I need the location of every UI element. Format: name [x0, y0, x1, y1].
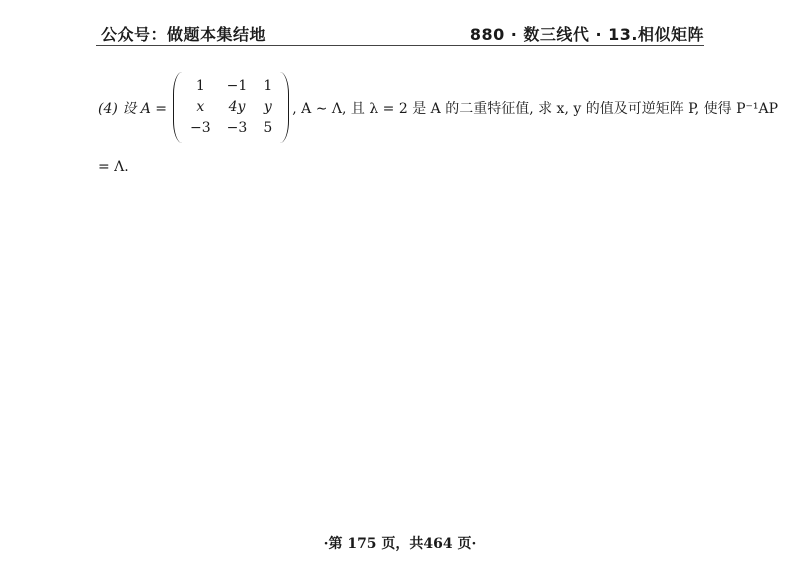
page-footer: ·第 175 页，共464 页· — [323, 536, 477, 552]
matrix-cell: 1 — [263, 78, 273, 94]
matrix-row — [182, 97, 280, 118]
matrix-cell: y — [263, 99, 272, 115]
matrix-cell: −3 — [190, 120, 211, 136]
header-divider — [96, 45, 704, 46]
problem-suffix: , A ∼ Λ, 且 λ = 2 是 A 的二重特征值, 求 x, y 的值及可逆矩阵 P, 使得 P⁻¹AP — [292, 100, 779, 117]
matrix-cell: 1 — [195, 78, 205, 94]
header-right-text: 880 · 数三线代 · 13.相似矩阵 — [469, 25, 704, 44]
matrix-row — [182, 118, 280, 139]
problem-line-1 — [98, 76, 779, 139]
matrix-cell: x — [196, 99, 205, 115]
matrix-row — [182, 76, 280, 97]
matrix-a — [173, 76, 289, 139]
problem-continuation: = Λ. — [98, 159, 129, 175]
matrix-cell: 5 — [263, 120, 273, 136]
matrix-right-paren — [280, 72, 289, 143]
problem-block — [98, 76, 779, 175]
matrix-cell: 4y — [228, 99, 246, 115]
matrix-cell: −3 — [226, 120, 248, 136]
matrix-table — [182, 76, 280, 139]
matrix-cell: −1 — [226, 78, 248, 94]
matrix-left-paren — [173, 72, 182, 143]
problem-prefix: (4) 设 A = — [98, 100, 168, 117]
header-left-text: 公众号：做题本集结地 — [101, 25, 267, 44]
